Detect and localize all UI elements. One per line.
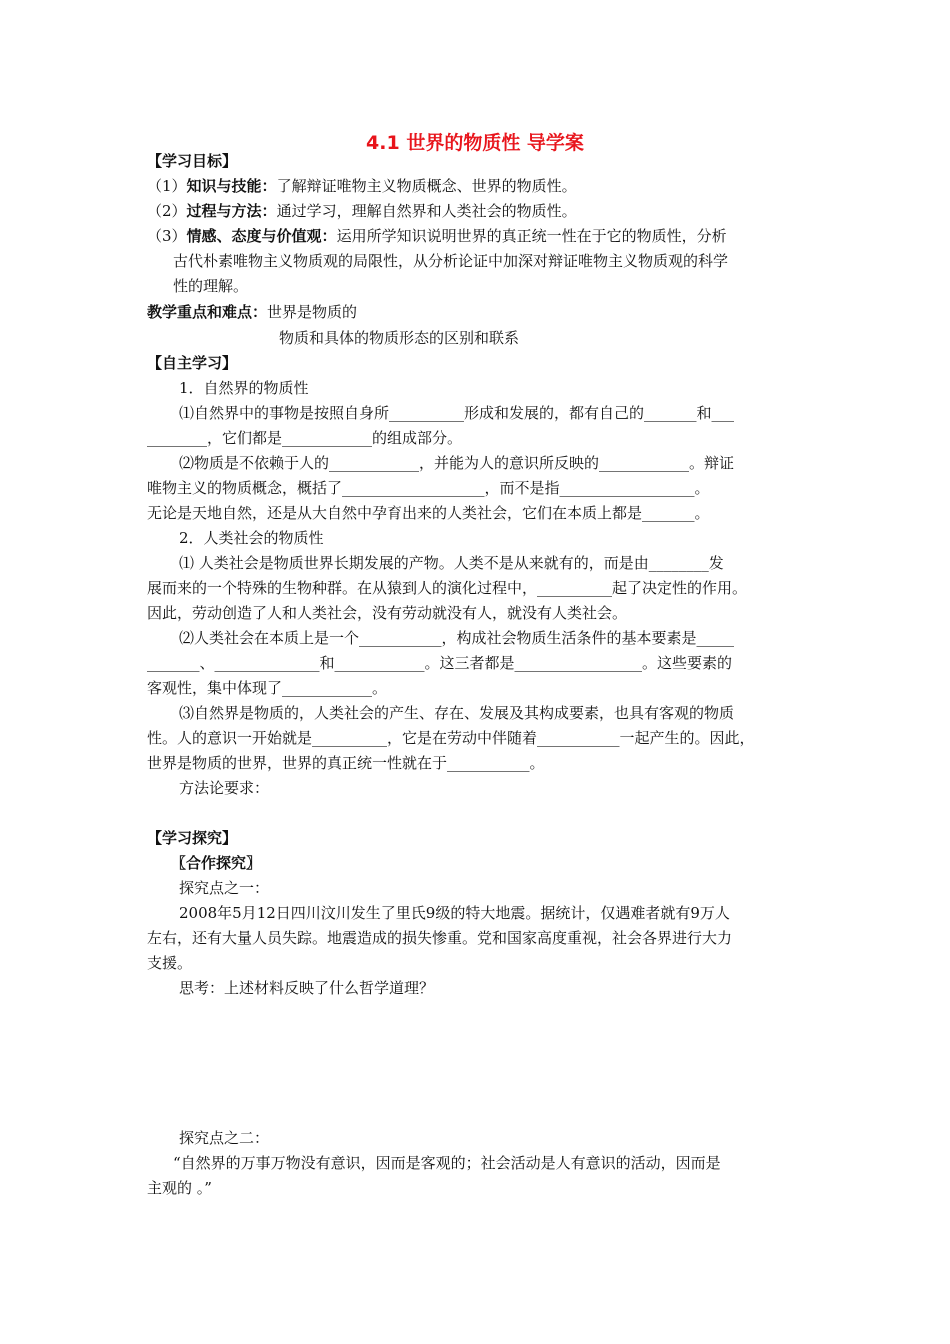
section-2-title: 2．人类社会的物质性 <box>179 529 324 547</box>
goal-2-label: 过程与方法： <box>186 202 277 220</box>
pt1-line-3: 支援。 <box>147 954 193 972</box>
p2-line-2: 唯物主义的物质概念，概括了___________________，而不是指__________________。 <box>147 479 710 497</box>
section-1-title: 1．自然界的物质性 <box>179 379 309 397</box>
self-study-heading: 【自主学习】 <box>147 354 238 372</box>
goal-1-text: 了解辩证唯物主义物质概念、世界的物质性。 <box>276 177 577 195</box>
pt1-line-1: 2008年5月12日四川汶川发生了里氏9级的特大地震。据统计，仅遇难者就有9万人 <box>179 904 730 922</box>
p4-line-1: ⑵人类社会在本质上是一个___________，构成社会物质生活条件的基本要素是_____ <box>179 629 735 647</box>
goal-3-line-3: 性的理解。 <box>173 277 249 295</box>
p4-line-2: _______、______________和____________。这三者都是_________________。这些要素的 <box>147 654 733 672</box>
focus-label: 教学重点和难点： <box>147 303 268 321</box>
explore-heading: 【学习探究】 <box>147 829 238 847</box>
p1-line-1: ⑴自然界中的事物是按照自身所__________形成和发展的，都有自己的_______和___ <box>179 404 735 422</box>
p1-line-2: ________，它们都是____________的组成部分。 <box>147 429 463 447</box>
p5-line-1: ⑶自然界是物质的，人类社会的产生、存在、发展及其构成要素，也具有客观的物质 <box>179 704 735 722</box>
goal-1-label: 知识与技能： <box>186 177 277 195</box>
p5-line-3: 世界是物质的世界，世界的真正统一性就在于___________。 <box>147 754 545 772</box>
p2-line-3: 无论是天地自然，还是从大自然中孕育出来的人类社会，它们在本质上都是_______。 <box>147 504 710 522</box>
goal-3-label: 情感、态度与价值观： <box>186 227 337 245</box>
goal-3-line-2: 古代朴素唯物主义物质观的局限性，从分析论证中加深对辩证唯物主义物质观的科学 <box>173 252 729 270</box>
goal-3-number: （3） <box>147 227 187 245</box>
explore-subheading: 〖合作探究〗 <box>171 854 262 872</box>
explore-point-2: 探究点之二： <box>179 1129 270 1147</box>
p3-line-3: 因此，劳动创造了人和人类社会，没有劳动就没有人，就没有人类社会。 <box>147 604 628 622</box>
pt2-line-1: “自然界的万事万物没有意识，因而是客观的；社会活动是人有意识的活动，因而是 <box>173 1154 721 1172</box>
p2-line-1: ⑵物质是不依赖于人的____________，并能为人的意识所反映的____________。辩证 <box>179 454 735 472</box>
goal-item-3 <box>147 226 727 246</box>
method-label: 方法论要求： <box>179 779 270 797</box>
focus-text-1: 世界是物质的 <box>267 303 358 321</box>
goal-item-1 <box>147 176 577 196</box>
p4-line-3: 客观性，集中体现了____________。 <box>147 679 388 697</box>
explore-point-1: 探究点之一： <box>179 879 270 897</box>
p3-line-1: ⑴ 人类社会是物质世界长期发展的产物。人类不是从来就有的，而是由________发 <box>179 554 724 572</box>
goal-3-text: 运用所学知识说明世界的真正统一性在于它的物质性，分析 <box>336 227 727 245</box>
goal-2-text: 通过学习，理解自然界和人类社会的物质性。 <box>276 202 577 220</box>
pt1-question: 思考：上述材料反映了什么哲学道理？ <box>179 979 435 997</box>
p3-line-2: 展而来的一个特殊的生物种群。在从猿到人的演化过程中，__________起了决定性的作用。 <box>147 579 748 597</box>
page-title: 4.1 世界的物质性 导学案 <box>366 132 584 154</box>
pt1-line-2: 左右，还有大量人员失踪。地震造成的损失惨重。党和国家高度重视，社会各界进行大力 <box>147 929 733 947</box>
goal-1-number: （1） <box>147 177 187 195</box>
goals-heading: 【学习目标】 <box>147 152 238 170</box>
pt2-line-2: 主观的 。” <box>147 1179 212 1197</box>
goal-2-number: （2） <box>147 202 187 220</box>
focus-text-2: 物质和具体的物质形态的区别和联系 <box>279 329 520 347</box>
p5-line-2: 性。人的意识一开始就是__________，它是在劳动中伴随着___________一起产生的。因此， <box>147 729 755 747</box>
focus-line <box>147 302 357 322</box>
goal-item-2 <box>147 201 577 221</box>
